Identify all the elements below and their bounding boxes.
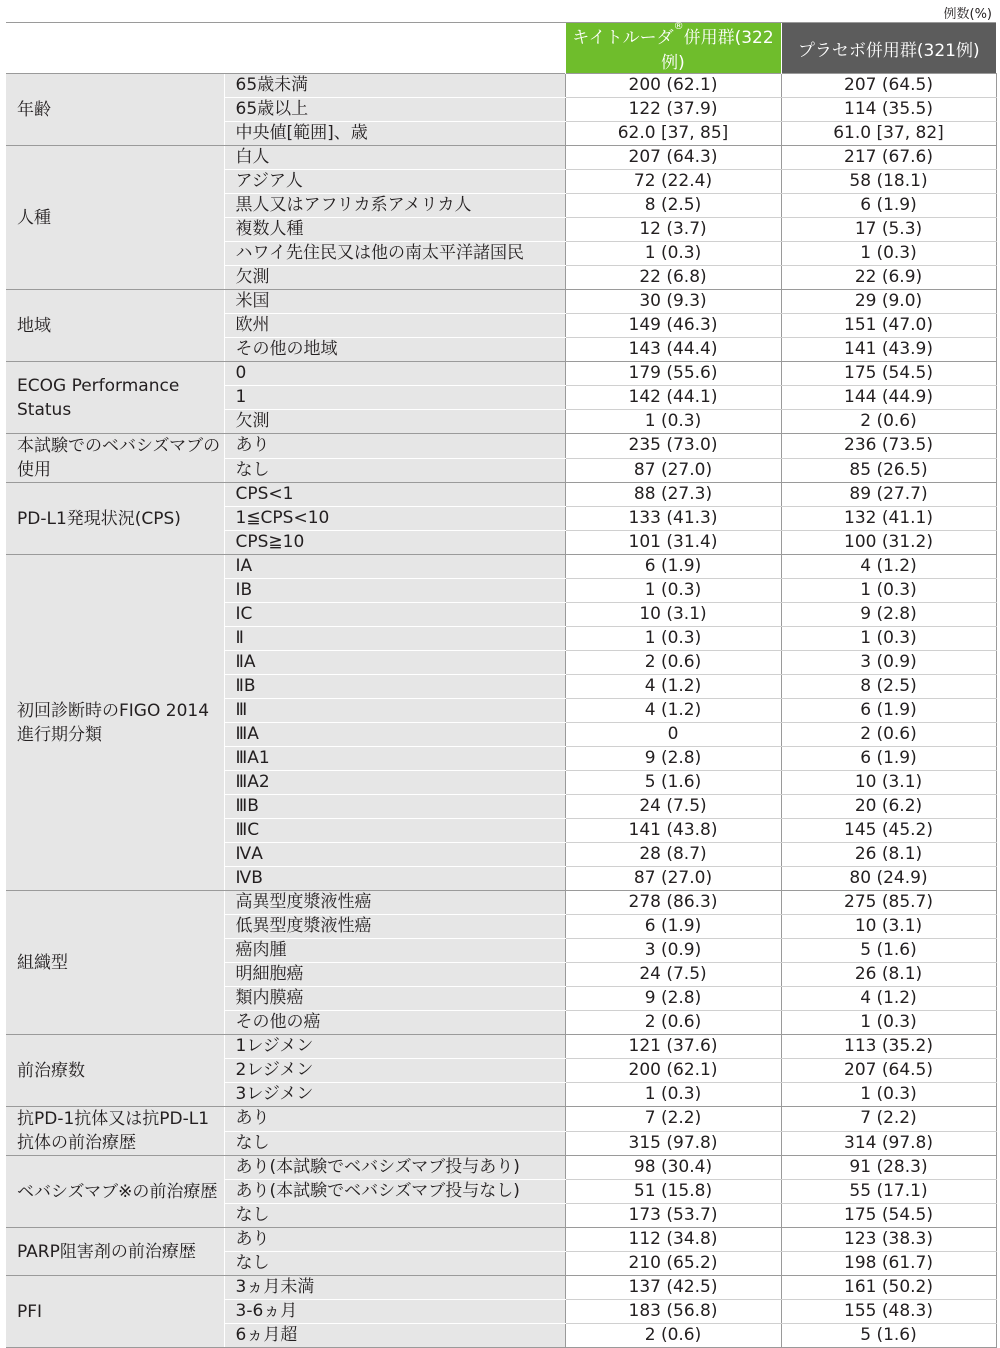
placebo-value-cell: 155 (48.3): [781, 1300, 996, 1324]
subcategory-label: なし: [224, 1204, 565, 1228]
keytruda-value-cell: 200 (62.1): [565, 1059, 781, 1083]
placebo-value-cell: 1 (0.3): [781, 579, 996, 603]
subcategory-label: 欠測: [224, 266, 565, 290]
keytruda-value-cell: 12 (3.7): [565, 218, 781, 242]
subcategory-label: 欠測: [224, 410, 565, 434]
header-blank-cell: [6, 23, 565, 74]
placebo-value-cell: 217 (67.6): [781, 146, 996, 170]
placebo-value-cell: 9 (2.8): [781, 603, 996, 627]
keytruda-value-cell: 278 (86.3): [565, 891, 781, 915]
placebo-value-cell: 2 (0.6): [781, 410, 996, 434]
keytruda-value-cell: 87 (27.0): [565, 458, 781, 483]
subcategory-label: 6ヵ月超: [224, 1324, 565, 1348]
placebo-value-cell: 7 (2.2): [781, 1107, 996, 1132]
subcategory-label: アジア人: [224, 170, 565, 194]
subcategory-label: 65歳以上: [224, 98, 565, 122]
keytruda-value-cell: 9 (2.8): [565, 987, 781, 1011]
subcategory-label: ⅢB: [224, 795, 565, 819]
baseline-characteristics-table: [6, 23, 997, 1348]
keytruda-value-cell: 173 (53.7): [565, 1204, 781, 1228]
subcategory-label: ⅠC: [224, 603, 565, 627]
placebo-value-cell: 6 (1.9): [781, 194, 996, 218]
placebo-value-cell: 275 (85.7): [781, 891, 996, 915]
subcategory-label: ⅣB: [224, 867, 565, 891]
subcategory-label: その他の地域: [224, 338, 565, 362]
subcategory-label: 3-6ヵ月: [224, 1300, 565, 1324]
keytruda-value-cell: 6 (1.9): [565, 915, 781, 939]
placebo-value-cell: 5 (1.6): [781, 939, 996, 963]
keytruda-value-cell: 179 (55.6): [565, 362, 781, 386]
keytruda-value-cell: 200 (62.1): [565, 74, 781, 98]
keytruda-value-cell: 88 (27.3): [565, 483, 781, 507]
subcategory-label: Ⅱ: [224, 627, 565, 651]
placebo-value-cell: 145 (45.2): [781, 819, 996, 843]
subcategory-label: なし: [224, 1131, 565, 1156]
subcategory-label: 2レジメン: [224, 1059, 565, 1083]
keytruda-value-cell: 3 (0.9): [565, 939, 781, 963]
subcategory-label: ハワイ先住民又は他の南太平洋諸国民: [224, 242, 565, 266]
subcategory-label: あり(本試験でベバシズマブ投与あり): [224, 1156, 565, 1180]
placebo-value-cell: 8 (2.5): [781, 675, 996, 699]
subcategory-label: 3レジメン: [224, 1083, 565, 1107]
table-row: [6, 434, 996, 459]
table-row: [6, 362, 996, 386]
table-row: [6, 1276, 996, 1300]
subcategory-label: ⅢA1: [224, 747, 565, 771]
placebo-value-cell: 29 (9.0): [781, 290, 996, 314]
placebo-value-cell: 55 (17.1): [781, 1180, 996, 1204]
subcategory-label: 黒人又はアフリカ系アメリカ人: [224, 194, 565, 218]
subcategory-label: 3ヵ月未満: [224, 1276, 565, 1300]
subcategory-label: 癌肉腫: [224, 939, 565, 963]
keytruda-value-cell: 315 (97.8): [565, 1131, 781, 1156]
subcategory-label: ⅢA2: [224, 771, 565, 795]
subcategory-label: ⅠB: [224, 579, 565, 603]
keytruda-value-cell: 0: [565, 723, 781, 747]
subcategory-label: ⅣA: [224, 843, 565, 867]
category-label: 年齢: [6, 74, 224, 146]
table-row: [6, 290, 996, 314]
placebo-value-cell: 80 (24.9): [781, 867, 996, 891]
keytruda-value-cell: 122 (37.9): [565, 98, 781, 122]
placebo-value-cell: 236 (73.5): [781, 434, 996, 459]
keytruda-value-cell: 235 (73.0): [565, 434, 781, 459]
keytruda-value-cell: 4 (1.2): [565, 699, 781, 723]
subcategory-label: あり(本試験でベバシズマブ投与なし): [224, 1180, 565, 1204]
keytruda-value-cell: 2 (0.6): [565, 651, 781, 675]
keytruda-value-cell: 101 (31.4): [565, 531, 781, 555]
table-row: [6, 555, 996, 579]
subcategory-label: なし: [224, 1252, 565, 1276]
category-label: 初回診断時のFIGO 2014進行期分類: [6, 555, 224, 891]
category-label: 前治療数: [6, 1035, 224, 1107]
table-row: [6, 146, 996, 170]
placebo-value-cell: 314 (97.8): [781, 1131, 996, 1156]
subcategory-label: 中央値[範囲]、歳: [224, 122, 565, 146]
subcategory-label: 1≦CPS<10: [224, 507, 565, 531]
keytruda-value-cell: 24 (7.5): [565, 795, 781, 819]
keytruda-value-cell: 10 (3.1): [565, 603, 781, 627]
keytruda-value-cell: 142 (44.1): [565, 386, 781, 410]
keytruda-value-cell: 112 (34.8): [565, 1228, 781, 1252]
keytruda-value-cell: 1 (0.3): [565, 579, 781, 603]
subcategory-label: 複数人種: [224, 218, 565, 242]
placebo-value-cell: 2 (0.6): [781, 723, 996, 747]
placebo-value-cell: 26 (8.1): [781, 843, 996, 867]
placebo-value-cell: 207 (64.5): [781, 1059, 996, 1083]
subcategory-label: CPS≧10: [224, 531, 565, 555]
placebo-value-cell: 91 (28.3): [781, 1156, 996, 1180]
subcategory-label: 白人: [224, 146, 565, 170]
category-label: 人種: [6, 146, 224, 290]
header-keytruda-group: [565, 23, 781, 74]
keytruda-value-cell: 210 (65.2): [565, 1252, 781, 1276]
keytruda-value-cell: 6 (1.9): [565, 555, 781, 579]
subcategory-label: ⅠA: [224, 555, 565, 579]
placebo-value-cell: 3 (0.9): [781, 651, 996, 675]
subcategory-label: 1レジメン: [224, 1035, 565, 1059]
keytruda-value-cell: 51 (15.8): [565, 1180, 781, 1204]
table-row: [6, 1035, 996, 1059]
placebo-value-cell: 175 (54.5): [781, 362, 996, 386]
table-row: [6, 1107, 996, 1132]
table-header-row: [6, 23, 996, 74]
placebo-value-cell: 4 (1.2): [781, 555, 996, 579]
keytruda-value-cell: 30 (9.3): [565, 290, 781, 314]
placebo-value-cell: 132 (41.1): [781, 507, 996, 531]
category-label: ECOG Performance Status: [6, 362, 224, 434]
placebo-value-cell: 17 (5.3): [781, 218, 996, 242]
category-label: PFI: [6, 1276, 224, 1348]
keytruda-value-cell: 207 (64.3): [565, 146, 781, 170]
placebo-value-cell: 114 (35.5): [781, 98, 996, 122]
subcategory-label: 類内膜癌: [224, 987, 565, 1011]
subcategory-label: 高異型度漿液性癌: [224, 891, 565, 915]
subcategory-label: ⅡB: [224, 675, 565, 699]
placebo-value-cell: 10 (3.1): [781, 915, 996, 939]
table-row: [6, 1228, 996, 1252]
category-label: PD-L1発現状況(CPS): [6, 483, 224, 555]
placebo-value-cell: 89 (27.7): [781, 483, 996, 507]
subcategory-label: なし: [224, 458, 565, 483]
subcategory-label: CPS<1: [224, 483, 565, 507]
placebo-value-cell: 161 (50.2): [781, 1276, 996, 1300]
subcategory-label: 1: [224, 386, 565, 410]
placebo-value-cell: 6 (1.9): [781, 747, 996, 771]
keytruda-value-cell: 4 (1.2): [565, 675, 781, 699]
keytruda-value-cell: 1 (0.3): [565, 627, 781, 651]
keytruda-value-cell: 2 (0.6): [565, 1324, 781, 1348]
keytruda-value-cell: 143 (44.4): [565, 338, 781, 362]
keytruda-value-cell: 98 (30.4): [565, 1156, 781, 1180]
placebo-value-cell: 175 (54.5): [781, 1204, 996, 1228]
category-label: 地域: [6, 290, 224, 362]
subcategory-label: ⅡA: [224, 651, 565, 675]
subcategory-label: ⅢA: [224, 723, 565, 747]
placebo-value-cell: 151 (47.0): [781, 314, 996, 338]
placebo-value-cell: 1 (0.3): [781, 1083, 996, 1107]
keytruda-value-cell: 62.0 [37, 85]: [565, 122, 781, 146]
keytruda-value-cell: 1 (0.3): [565, 242, 781, 266]
placebo-value-cell: 207 (64.5): [781, 74, 996, 98]
placebo-value-cell: 198 (61.7): [781, 1252, 996, 1276]
keytruda-value-cell: 8 (2.5): [565, 194, 781, 218]
subcategory-label: あり: [224, 434, 565, 459]
subcategory-label: 低異型度漿液性癌: [224, 915, 565, 939]
table-body: [6, 74, 996, 1348]
subcategory-label: 欧州: [224, 314, 565, 338]
keytruda-value-cell: 9 (2.8): [565, 747, 781, 771]
keytruda-value-cell: 1 (0.3): [565, 1083, 781, 1107]
category-label: PARP阻害剤の前治療歴: [6, 1228, 224, 1276]
keytruda-value-cell: 7 (2.2): [565, 1107, 781, 1132]
keytruda-value-cell: 28 (8.7): [565, 843, 781, 867]
keytruda-value-cell: 22 (6.8): [565, 266, 781, 290]
keytruda-value-cell: 183 (56.8): [565, 1300, 781, 1324]
table-row: [6, 74, 996, 98]
category-label: 本試験でのベバシズマブの使用: [6, 434, 224, 483]
placebo-value-cell: 61.0 [37, 82]: [781, 122, 996, 146]
placebo-value-cell: 100 (31.2): [781, 531, 996, 555]
placebo-value-cell: 85 (26.5): [781, 458, 996, 483]
keytruda-value-cell: 141 (43.8): [565, 819, 781, 843]
keytruda-value-cell: 87 (27.0): [565, 867, 781, 891]
placebo-value-cell: 1 (0.3): [781, 242, 996, 266]
registered-mark: ®: [673, 21, 684, 32]
subcategory-label: 明細胞癌: [224, 963, 565, 987]
keytruda-value-cell: 133 (41.3): [565, 507, 781, 531]
keytruda-value-cell: 72 (22.4): [565, 170, 781, 194]
subcategory-label: あり: [224, 1107, 565, 1132]
placebo-value-cell: 4 (1.2): [781, 987, 996, 1011]
keytruda-value-cell: 24 (7.5): [565, 963, 781, 987]
subcategory-label: Ⅲ: [224, 699, 565, 723]
placebo-value-cell: 5 (1.6): [781, 1324, 996, 1348]
header-placebo-group: プラセボ併用群(321例): [781, 23, 996, 74]
table-row: [6, 891, 996, 915]
category-label: 抗PD-1抗体又は抗PD-L1抗体の前治療歴: [6, 1107, 224, 1156]
subcategory-label: 米国: [224, 290, 565, 314]
placebo-value-cell: 144 (44.9): [781, 386, 996, 410]
placebo-value-cell: 141 (43.9): [781, 338, 996, 362]
placebo-value-cell: 26 (8.1): [781, 963, 996, 987]
unit-note: 例数(%): [943, 7, 992, 22]
placebo-value-cell: 113 (35.2): [781, 1035, 996, 1059]
placebo-value-cell: 22 (6.9): [781, 266, 996, 290]
subcategory-label: 0: [224, 362, 565, 386]
subcategory-label: あり: [224, 1228, 565, 1252]
keytruda-value-cell: 137 (42.5): [565, 1276, 781, 1300]
header-group1-name: キイトルーダ: [572, 28, 674, 48]
header-group1-suffix: 併用群(322例): [661, 28, 774, 73]
keytruda-value-cell: 149 (46.3): [565, 314, 781, 338]
placebo-value-cell: 6 (1.9): [781, 699, 996, 723]
keytruda-value-cell: 1 (0.3): [565, 410, 781, 434]
keytruda-value-cell: 2 (0.6): [565, 1011, 781, 1035]
category-label: 組織型: [6, 891, 224, 1035]
table-row: [6, 1156, 996, 1180]
placebo-value-cell: 1 (0.3): [781, 1011, 996, 1035]
placebo-value-cell: 58 (18.1): [781, 170, 996, 194]
subcategory-label: 65歳未満: [224, 74, 565, 98]
keytruda-value-cell: 5 (1.6): [565, 771, 781, 795]
placebo-value-cell: 20 (6.2): [781, 795, 996, 819]
placebo-value-cell: 1 (0.3): [781, 627, 996, 651]
table-row: [6, 483, 996, 507]
subcategory-label: ⅢC: [224, 819, 565, 843]
placebo-value-cell: 123 (38.3): [781, 1228, 996, 1252]
subcategory-label: その他の癌: [224, 1011, 565, 1035]
keytruda-value-cell: 121 (37.6): [565, 1035, 781, 1059]
placebo-value-cell: 10 (3.1): [781, 771, 996, 795]
category-label: ベバシズマブ※の前治療歴: [6, 1156, 224, 1228]
